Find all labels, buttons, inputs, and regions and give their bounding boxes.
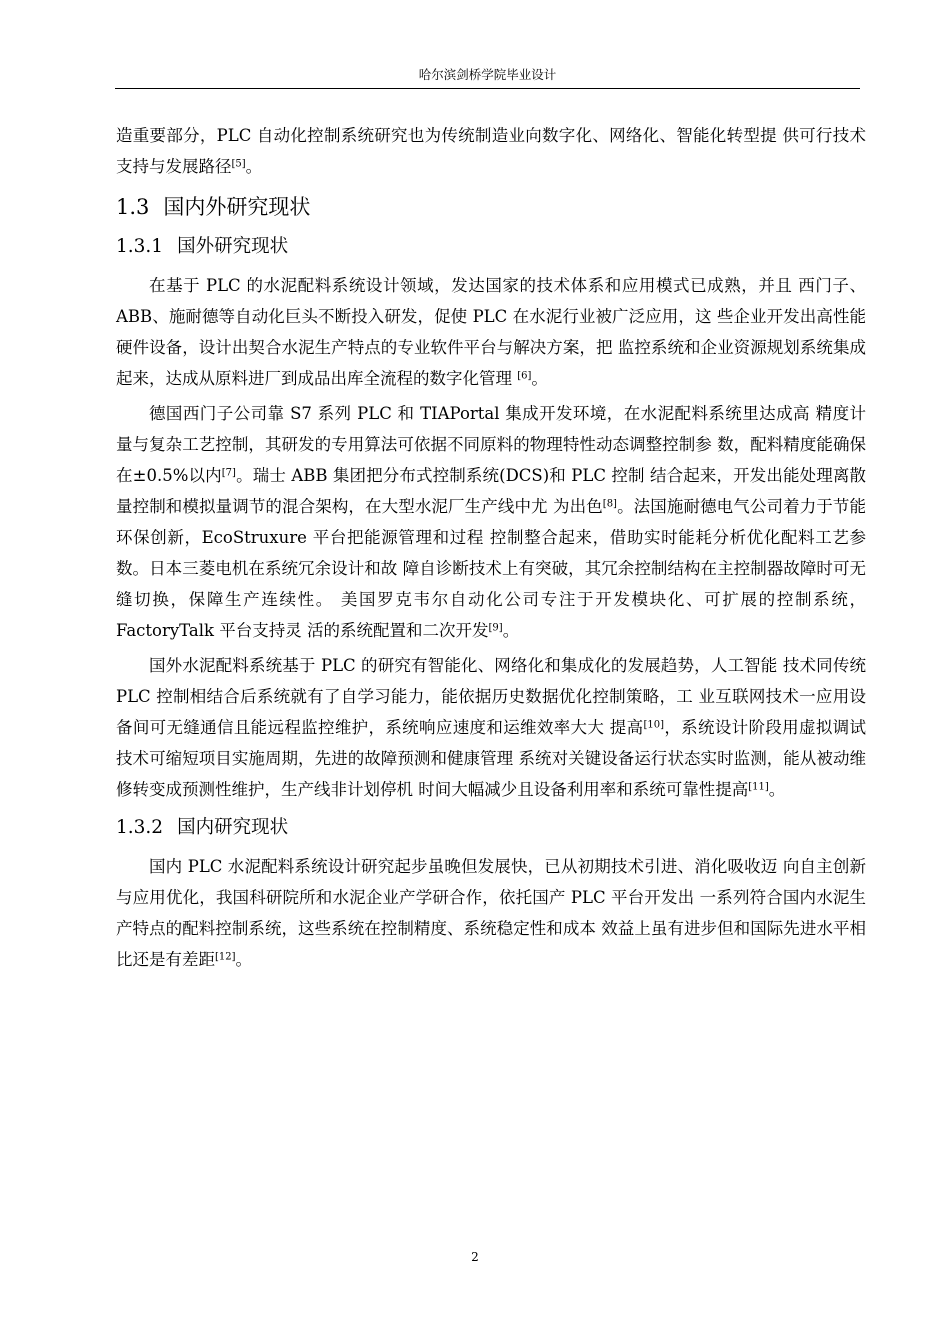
page-footer xyxy=(0,1250,950,1264)
section-heading: 1.3 国内外研究现状 xyxy=(116,195,311,219)
paragraph-1: 在基于 PLC 的水泥配料系统设计领域，发达国家的技术体系和应用模式已成熟，并且 西门子、ABB、施耐德等自动化巨头不断投入研发，促使 PLC 在水泥行业被广泛应用，这 些企业开发出高性能硬件设备，设计出契合水泥生产特点的专业软件平台与解决方案，把 监控系统和企业资源规划系统集成起来，达成从原料进厂到成品出库全流程的数字化管理 [6]。 xyxy=(116,276,866,388)
paragraph-3: 国外水泥配料系统基于 PLC 的研究有智能化、网络化和集成化的发展趋势，人工智能 技术同传统 PLC 控制相结合后系统就有了自学习能力，能依据历史数据优化控制策略，工 业互联网技术一应用设备间可无缝通信且能远程监控维护，系统响应速度和运维效率大大 提高[10]，系统设计阶段用虚拟调试技术可缩短项目实施周期，先进的故障预测和健康管理 系统对关键设备运行状态实时监测，能从被动维修转变成预测性维护，生产线非计划停机 时间大幅减少且设备利用率和系统可靠性提高[11]。 xyxy=(116,656,866,799)
citation: [12] xyxy=(215,951,236,963)
citation: [9] xyxy=(488,622,503,634)
paragraph-2: 德国西门子公司靠 S7 系列 PLC 和 TIAPortal 集成开发环境，在水泥配料系统里达成高 精度计量与复杂工艺控制，其研发的专用算法可依据不同原料的物理特性动态调整控制参 数，配料精度能确保在±0.5%以内[7]。瑞士 ABB 集团把分布式控制系统(DCS)和 PLC 控制 结合起来，开发出能处理离散量控制和模拟量调节的混合架构，在大型水泥厂生产线中尤 为出色[8]。法国施耐德电气公司着力于节能环保创新，EcoStruxure 平台把能源管理和过程 控制整合起来，借助实时能耗分析优化配料工艺参数。日本三菱电机在系统冗余设计和故 障自诊断技术上有突破，其冗余控制结构在主控制器故障时可无缝切换，保障生产连续性。 美国罗克韦尔自动化公司专注于开发模块化、可扩展的控制系统，FactoryTalk 平台支持灵 活的系统配置和二次开发[9]。 xyxy=(116,404,867,640)
page-content xyxy=(116,120,866,975)
page-number: 2 xyxy=(471,1250,479,1264)
header-title: 哈尔滨剑桥学院毕业设计 xyxy=(418,67,557,82)
citation: [6] xyxy=(517,370,532,382)
citation: [7] xyxy=(221,467,236,479)
subsection-heading-domestic: 1.3.2 国内研究现状 xyxy=(116,817,289,838)
citation: [8] xyxy=(602,498,617,510)
page-header xyxy=(115,66,860,89)
citation: [5] xyxy=(231,158,246,170)
subsection-heading-foreign: 1.3.1 国外研究现状 xyxy=(116,236,289,257)
citation: [10] xyxy=(643,719,664,731)
citation: [11] xyxy=(748,781,769,793)
intro-paragraph: 造重要部分，PLC 自动化控制系统研究也为传统制造业向数字化、网络化、智能化转型提 供可行技术支持与发展路径[5]。 xyxy=(116,126,866,176)
paragraph-4: 国内 PLC 水泥配料系统设计研究起步虽晚但发展快，已从初期技术引进、消化吸收迈 向自主创新与应用优化，我国科研院所和水泥企业产学研合作，依托国产 PLC 平台开发出 一系列符合国内水泥生产特点的配料控制系统，这些系统在控制精度、系统稳定性和成本 效益上虽有进步但和国际先进水平相比还是有差距[12]。 xyxy=(116,857,866,969)
